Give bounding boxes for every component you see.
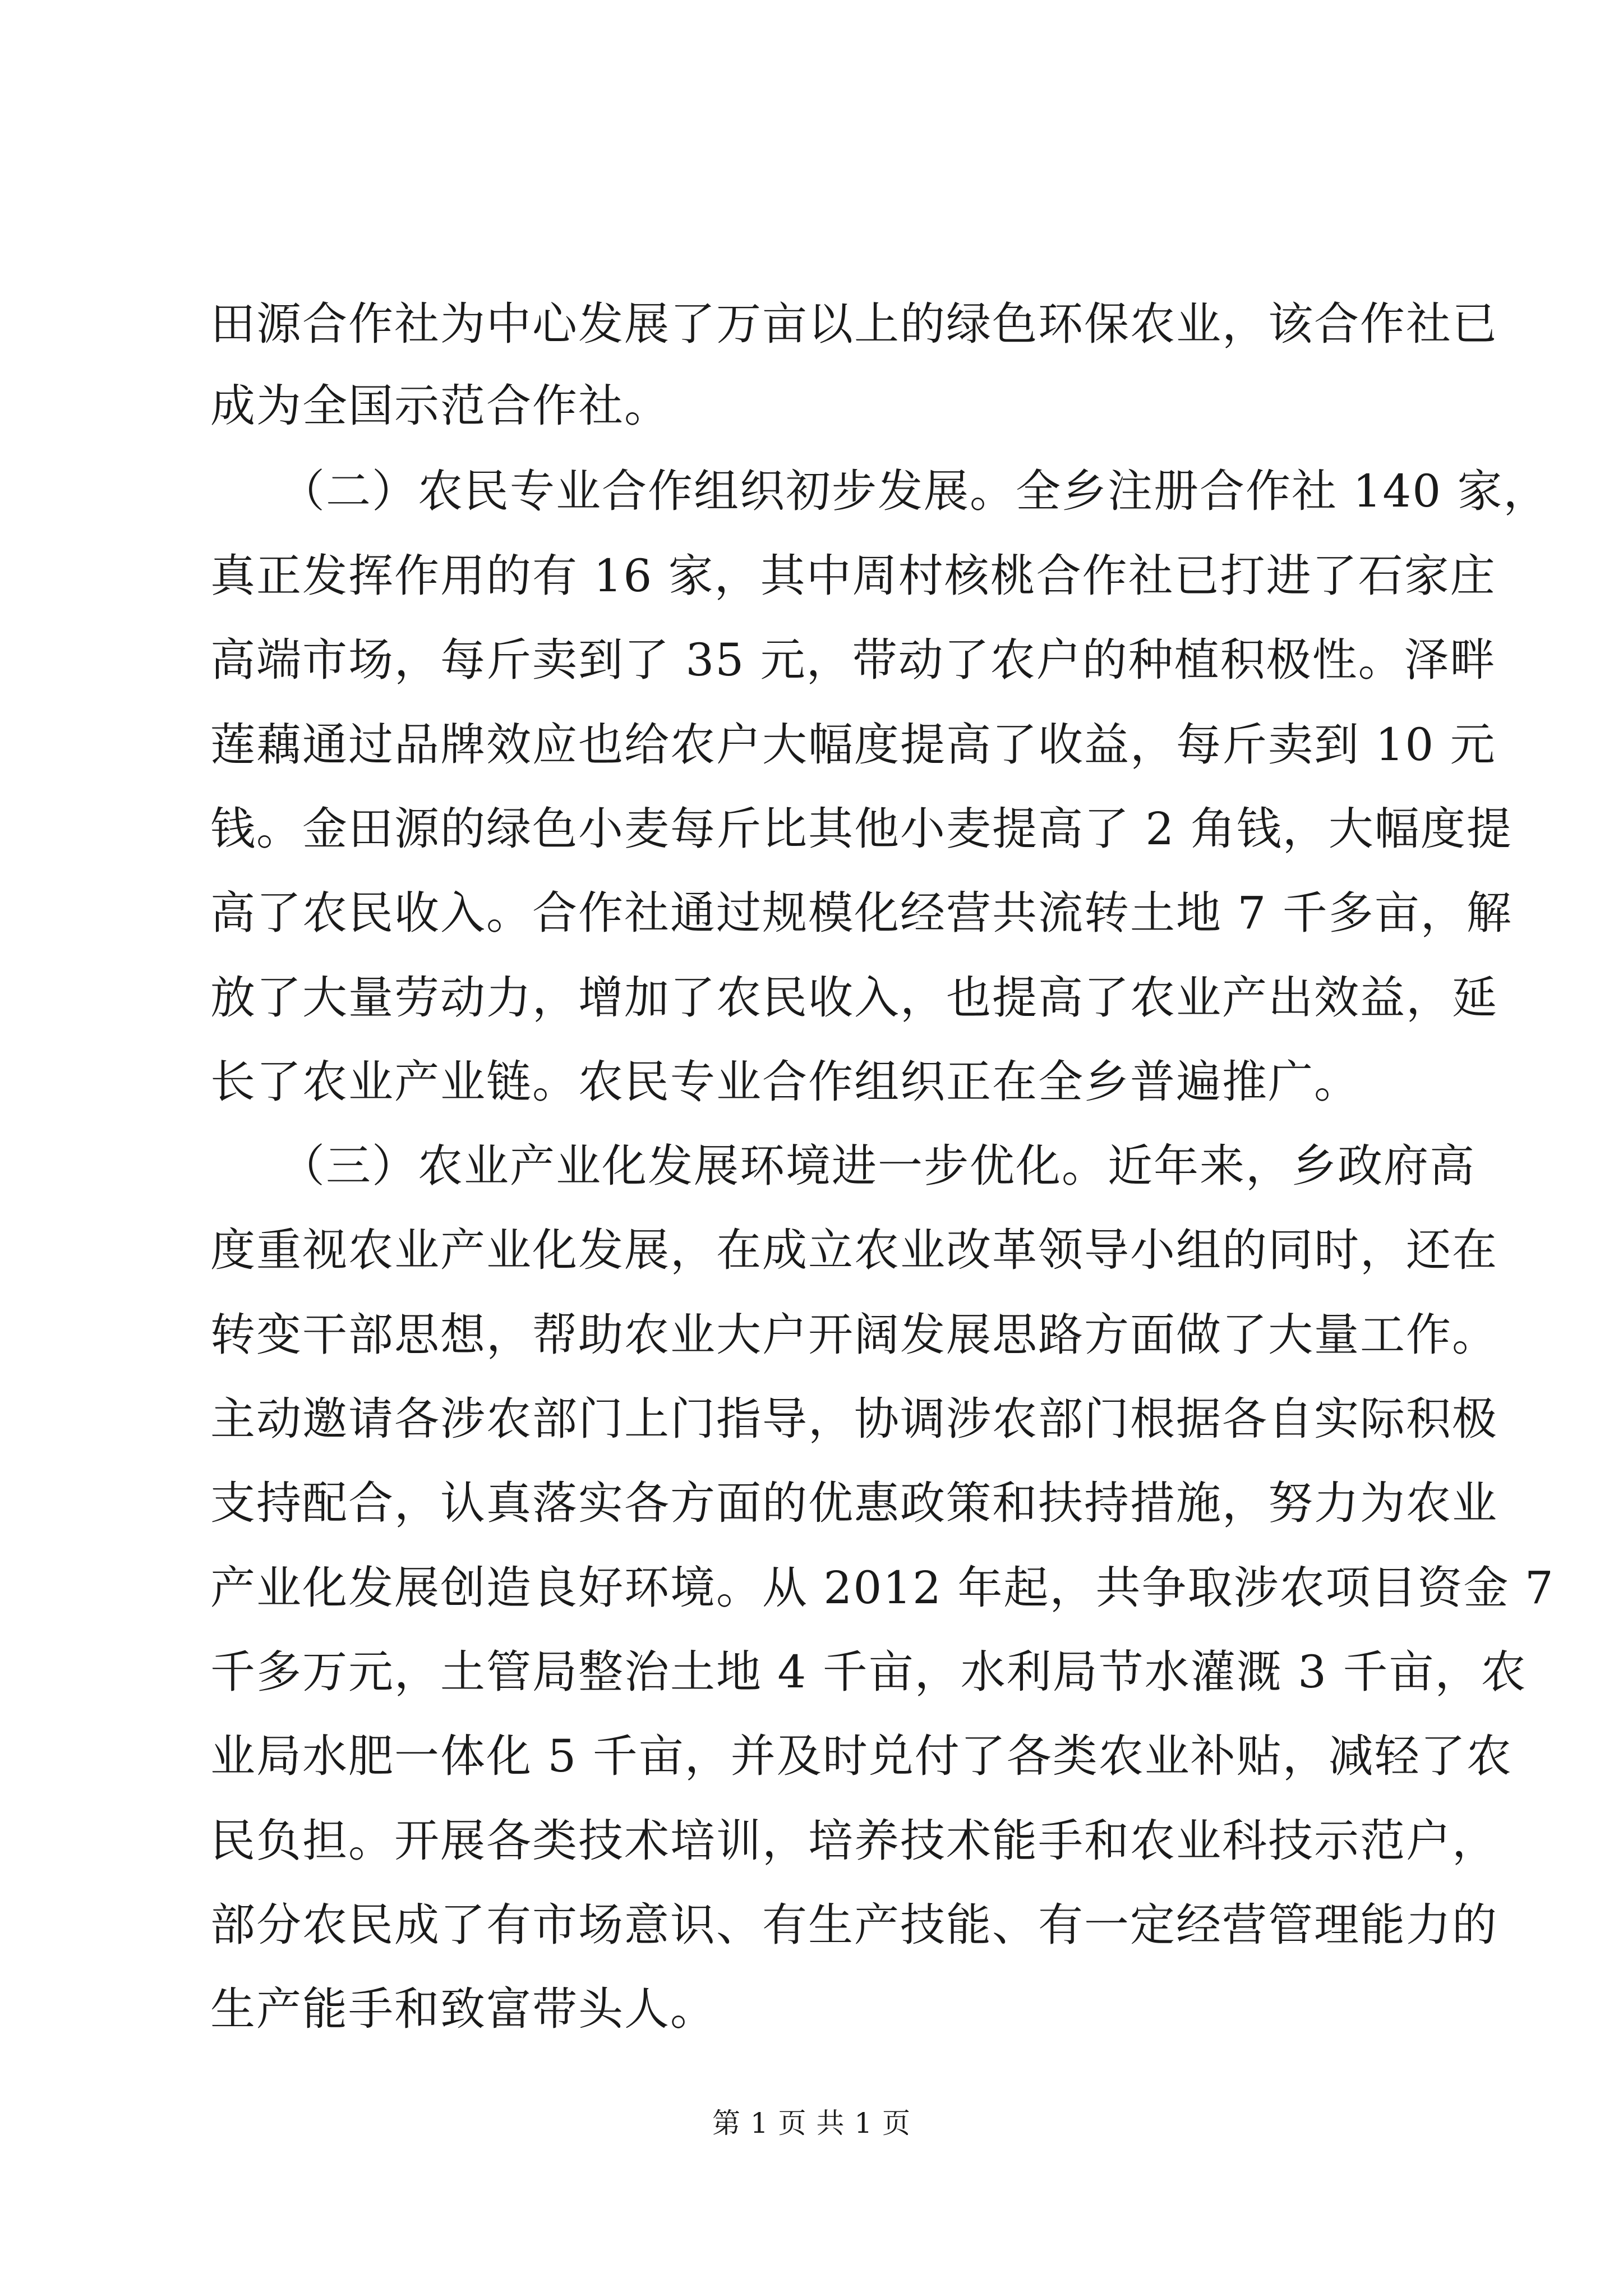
text-line: 生产能手和致富带头人。 [210, 1983, 716, 2035]
text-line: 放了大量劳动力，增加了农民收入，也提高了农业产出效益，延 [210, 972, 1498, 1024]
text-line: 支持配合，认真落实各方面的优惠政策和扶持措施，努力为农业 [210, 1477, 1498, 1529]
page-number-footer: 第 1 页 共 1 页 [712, 2107, 911, 2139]
text-line: 部分农民成了有市场意识、有生产技能、有一定经营管理能力的 [210, 1899, 1498, 1951]
text-line: 成为全国示范合作社。 [210, 380, 670, 432]
text-line: 高了农民收入。合作社通过规模化经营共流转土地 7 千多亩，解 [210, 887, 1513, 939]
text-line: （二）农民专业合作组织初步发展。全乡注册合作社 140 家， [210, 465, 1550, 517]
text-line: 民负担。开展各类技术培训，培养技术能手和农业科技示范户， [210, 1815, 1498, 1867]
text-line: 真正发挥作用的有 16 家，其中周村核桃合作社已打进了石家庄 [210, 550, 1496, 602]
text-line: 田源合作社为中心发展了万亩以上的绿色环保农业，该合作社已 [210, 298, 1498, 350]
text-line: 度重视农业产业化发展，在成立农业改革领导小组的同时，还在 [210, 1224, 1498, 1276]
text-line: 莲藕通过品牌效应也给农户大幅度提高了收益，每斤卖到 10 元 [210, 719, 1496, 771]
text-line: 转变干部思想，帮助农业大户开阔发展思路方面做了大量工作。 [210, 1309, 1498, 1361]
text-line: 高端市场，每斤卖到了 35 元，带动了农户的种植积极性。泽畔 [210, 634, 1496, 686]
text-line: 主动邀请各涉农部门上门指导，协调涉农部门根据各自实际积极 [210, 1393, 1498, 1445]
text-line: 产业化发展创造良好环境。从 2012 年起，共争取涉农项目资金 7 [210, 1562, 1555, 1614]
text-line: 长了农业产业链。农民专业合作组织正在全乡普遍推广。 [210, 1056, 1360, 1108]
text-line: （三）农业产业化发展环境进一步优化。近年来，乡政府高 [210, 1140, 1476, 1192]
text-line: 千多万元，土管局整治土地 4 千亩，水利局节水灌溉 3 千亩，农 [210, 1646, 1527, 1698]
text-line: 钱。金田源的绿色小麦每斤比其他小麦提高了 2 角钱，大幅度提 [210, 803, 1513, 855]
text-line: 业局水肥一体化 5 千亩，并及时兑付了各类农业补贴，减轻了农 [210, 1730, 1513, 1782]
